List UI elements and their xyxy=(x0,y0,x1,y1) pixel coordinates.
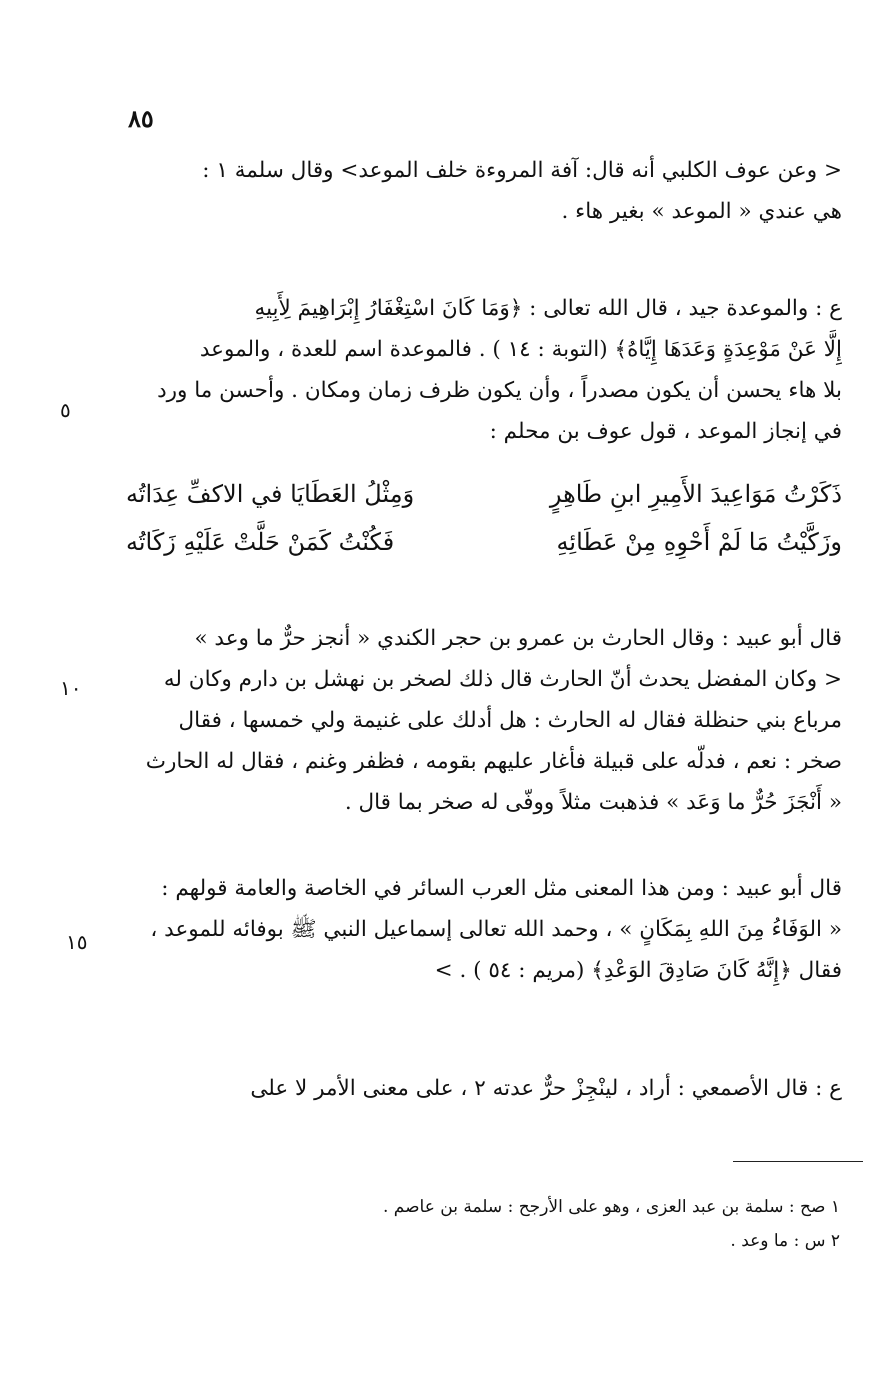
poem-hemistich: وزَكَّيْتُ مَا لَمْ أَحْوِهِ مِنْ عَطَائِهِ xyxy=(556,528,842,556)
text-line: ع : قال الأصمعي : أراد ، لينْجِزْ حرٌّ عدته ٢ ، على معنى الأمر لا على xyxy=(250,1076,842,1101)
text-line: إِلَّا عَنْ مَوْعِدَةٍ وَعَدَهَا إِيَّاهُ﴾ (التوبة : ١٤ ) . فالموعدة اسم للعدة ، والموعد xyxy=(199,337,842,362)
footnote-2: ٢ س : ما وعد . xyxy=(730,1231,840,1251)
poem-hemistich: فَكُنْتُ كَمَنْ حَلَّتْ عَلَيْهِ زَكَاتُه xyxy=(126,528,395,556)
footnote-divider xyxy=(733,1161,863,1162)
line-number-10: ١٠ xyxy=(60,676,82,700)
poem-verse xyxy=(126,518,842,566)
paragraph-5 xyxy=(126,1068,842,1109)
text-line: قال أبو عبيد : وقال الحارث بن عمرو بن حجر الكندي « أنجز حرٌّ ما وعد » xyxy=(194,626,842,651)
text-line: قال أبو عبيد : ومن هذا المعنى مثل العرب السائر في الخاصة والعامة قولهم : xyxy=(161,876,842,901)
text-line: < وعن عوف الكلبي أنه قال: آفة المروءة خلف الموعد> وقال سلمة ١ : xyxy=(202,158,842,183)
footnotes xyxy=(250,1190,840,1258)
paragraph-2 xyxy=(126,288,842,452)
text-line: هي عندي « الموعد » بغير هاء . xyxy=(561,199,842,224)
paragraph-4 xyxy=(126,868,842,991)
paragraph-3 xyxy=(126,618,842,823)
text-line: « الوَفَاءُ مِنَ اللهِ بِمَكَانٍ » ، وحمد الله تعالى إسماعيل النبي ﷺ بوفائه للموعد ، xyxy=(150,917,842,942)
text-line: ع : والموعدة جيد ، قال الله تعالى : ﴿وَمَا كَانَ اسْتِغْفَارُ إِبْرَاهِيمَ لِأَبِيهِ xyxy=(254,296,842,321)
line-number-5: ٥ xyxy=(60,398,71,422)
page-number: ٨٥ xyxy=(128,104,154,133)
text-line: « أَنْجَزَ حُرٌّ ما وَعَد » فذهبت مثلاً ووفّى له صخر بما قال . xyxy=(344,790,842,815)
poem-verse xyxy=(126,470,842,518)
line-number-15: ١٥ xyxy=(66,930,88,954)
text-line: صخر : نعم ، فدلّه على قبيلة فأغار عليهم بقومه ، فظفر وغنم ، فقال له الحارث xyxy=(145,749,842,774)
text-line: فقال ﴿إِنَّهُ كَانَ صَادِقَ الوَعْدِ﴾ (مريم : ٥٤ ) . > xyxy=(434,958,842,983)
text-line: مرباع بني حنظلة فقال له الحارث : هل أدلك على غنيمة ولي خمسها ، فقال xyxy=(178,708,842,733)
poem-hemistich: وَمِثْلُ العَطَايَا في الاكفِّ عِدَاتُه xyxy=(126,480,415,508)
text-line: < وكان المفضل يحدث أنّ الحارث قال ذلك لصخر بن نهشل بن دارم وكان له xyxy=(163,667,842,692)
footnote-1: ١ صح : سلمة بن عبد العزى ، وهو على الأرجح : سلمة بن عاصم . xyxy=(383,1197,840,1217)
poem-hemistich: ذَكَرْتُ مَوَاعِيدَ الأَمِيرِ ابنِ طَاهِرٍ xyxy=(549,480,842,508)
text-line: في إنجاز الموعد ، قول عوف بن محلم : xyxy=(489,419,842,444)
paragraph-1 xyxy=(126,150,842,232)
poem xyxy=(126,470,842,566)
text-line: بلا هاء يحسن أن يكون مصدراً ، وأن يكون ظرف زمان ومكان . وأحسن ما ورد xyxy=(157,378,842,403)
